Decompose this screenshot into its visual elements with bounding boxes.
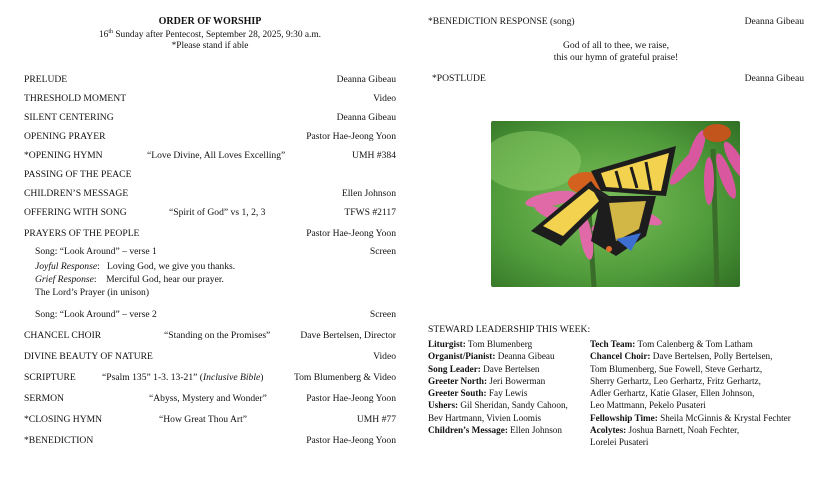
benediction-response-row: *BENEDICTION RESPONSE (song) Deanna Gibeau <box>428 16 804 27</box>
order-item-label: PRAYERS OF THE PEOPLE <box>24 227 140 239</box>
stand-note: *Please stand if able <box>171 41 249 52</box>
order-item-leader: TFWS #2117 <box>344 206 396 218</box>
order-row <box>24 246 396 258</box>
order-list-continued <box>24 309 396 447</box>
order-item-label: PRELUDE <box>24 73 68 85</box>
order-item-label: *CLOSING HYMN <box>24 413 103 425</box>
steward-entry: Greeter South: Fay Lewis <box>428 388 528 399</box>
order-row <box>24 131 396 143</box>
steward-entry: Fellowship Time: Sheila McGinnis & Krystal Fechter <box>590 412 791 423</box>
order-row <box>24 150 396 162</box>
order-item-label: SERMON <box>24 392 64 404</box>
steward-list-left <box>428 338 592 436</box>
steward-entry: Greeter North: Jeri Bowerman <box>428 375 546 386</box>
order-item-leader: Pastor Hae-Jeong Yoon <box>306 130 396 142</box>
order-item-label: CHANCEL CHOIR <box>24 329 102 341</box>
order-item-label: OFFERING WITH SONG <box>24 206 127 218</box>
order-item-label: PASSING OF THE PEACE <box>24 168 132 180</box>
order-item-label: DIVINE BEAUTY OF NATURE <box>24 350 153 362</box>
order-row <box>24 93 396 105</box>
prayer-responses <box>24 261 396 305</box>
order-item-label: CHILDREN’S MESSAGE <box>24 187 129 199</box>
steward-entry: Sherry Gerhartz, Leo Gerhartz, Fritz Gerhartz, <box>590 375 761 386</box>
steward-entry: Song Leader: Dave Bertelsen <box>428 363 540 374</box>
grief-response: Grief Response: Merciful God, hear our prayer. <box>35 273 224 285</box>
steward-entry: Liturgist: Tom Blumenberg <box>428 339 533 349</box>
order-item-leader: Tom Blumenberg & Video <box>293 371 396 383</box>
steward-entry: Tech Team: Tom Calenberg & Tom Latham <box>590 339 753 349</box>
order-item-leader: Pastor Hae-Jeong Yoon <box>306 227 396 239</box>
steward-entry: Children’s Message: Ellen Johnson <box>428 425 562 436</box>
postlude-row: *POSTLUDE Deanna Gibeau <box>432 73 804 84</box>
order-item-leader: UMH #77 <box>356 413 396 425</box>
order-item-leader: UMH #384 <box>352 149 396 161</box>
order-item-leader: Video <box>373 92 396 104</box>
order-item-detail: “Spirit of God” vs 1, 2, 3 <box>169 206 266 218</box>
order-item-leader: Pastor Hae-Jeong Yoon <box>306 434 396 446</box>
closing-column <box>428 16 804 85</box>
order-row <box>24 74 396 86</box>
steward-entry: Lorelei Pusateri <box>590 437 649 448</box>
page-title: ORDER OF WORSHIP <box>158 16 262 27</box>
order-row <box>24 414 396 426</box>
butterfly-photo <box>491 121 740 287</box>
order-item-detail: “Abyss, Mystery and Wonder” <box>149 392 267 404</box>
order-row <box>24 372 396 384</box>
bulletin-header <box>24 16 396 53</box>
order-row <box>24 207 396 219</box>
order-item-leader: Video <box>373 350 396 362</box>
steward-entry: Ushers: Gil Sheridan, Sandy Cahoon, <box>428 400 568 411</box>
service-date: 16th Sunday after Pentecost, September 28, 2025, 9:30 a.m. <box>98 29 322 41</box>
steward-list-right <box>590 338 820 449</box>
order-item-label: OPENING PRAYER <box>24 130 106 142</box>
blessing-text: God of all to thee, we raise, this our hymn of grateful praise! <box>553 40 679 63</box>
steward-entry: Adler Gerhartz, Katie Glaser, Ellen Johnson, <box>590 388 755 399</box>
order-row <box>24 330 396 342</box>
order-item-leader: Ellen Johnson <box>341 187 396 199</box>
order-item-label: *OPENING HYMN <box>24 149 103 161</box>
order-item-detail: “Standing on the Promises” <box>164 329 271 341</box>
order-of-worship-column <box>24 16 396 447</box>
order-item-label: Song: “Look Around” – verse 2 <box>35 308 157 320</box>
steward-entry: Chancel Choir: Dave Bertelsen, Polly Bertelsen, <box>590 351 773 362</box>
order-item-leader: Dave Bertelsen, Director <box>300 329 396 341</box>
order-item-detail: “How Great Thou Art” <box>159 413 248 425</box>
order-row <box>24 169 396 181</box>
order-row <box>24 393 396 405</box>
steward-entry: Organist/Pianist: Deanna Gibeau <box>428 351 555 362</box>
order-item-label: SILENT CENTERING <box>24 111 114 123</box>
order-item-label: SCRIPTURE <box>24 371 76 383</box>
order-item-detail: “Psalm 135” 1-3. 13-21” (Inclusive Bible) <box>102 371 264 383</box>
order-list <box>24 74 396 258</box>
order-item-label: THRESHOLD MOMENT <box>24 92 127 104</box>
order-item-leader: Pastor Hae-Jeong Yoon <box>306 392 396 404</box>
order-item-leader: Deanna Gibeau <box>336 73 396 85</box>
joyful-response: Joyful Response: Loving God, we give you thanks. <box>35 260 236 272</box>
steward-leadership-title: STEWARD LEADERSHIP THIS WEEK: <box>428 324 591 335</box>
order-item-detail: “Love Divine, All Loves Excelling” <box>147 149 286 161</box>
order-row <box>24 309 396 321</box>
steward-entry: Tom Blumenberg, Sue Fowell, Steve Gerhartz, <box>590 363 763 374</box>
order-row <box>24 435 396 447</box>
steward-entry: Leo Mattmann, Pekelo Pusateri <box>590 400 706 411</box>
order-item-label: Song: “Look Around” – verse 1 <box>35 245 157 257</box>
order-item-label: *BENEDICTION <box>24 434 94 446</box>
order-item-leader: Deanna Gibeau <box>336 111 396 123</box>
order-row <box>24 228 396 240</box>
lords-prayer: The Lord’s Prayer (in unison) <box>35 286 150 298</box>
order-row <box>24 351 396 363</box>
order-row <box>24 188 396 200</box>
steward-entry: Bev Hartmann, Vivien Loomis <box>428 412 542 423</box>
order-item-leader: Screen <box>369 245 396 257</box>
order-item-leader: Screen <box>369 308 396 320</box>
order-row <box>24 112 396 124</box>
steward-entry: Acolytes: Joshua Barnett, Noah Fechter, <box>590 425 740 436</box>
